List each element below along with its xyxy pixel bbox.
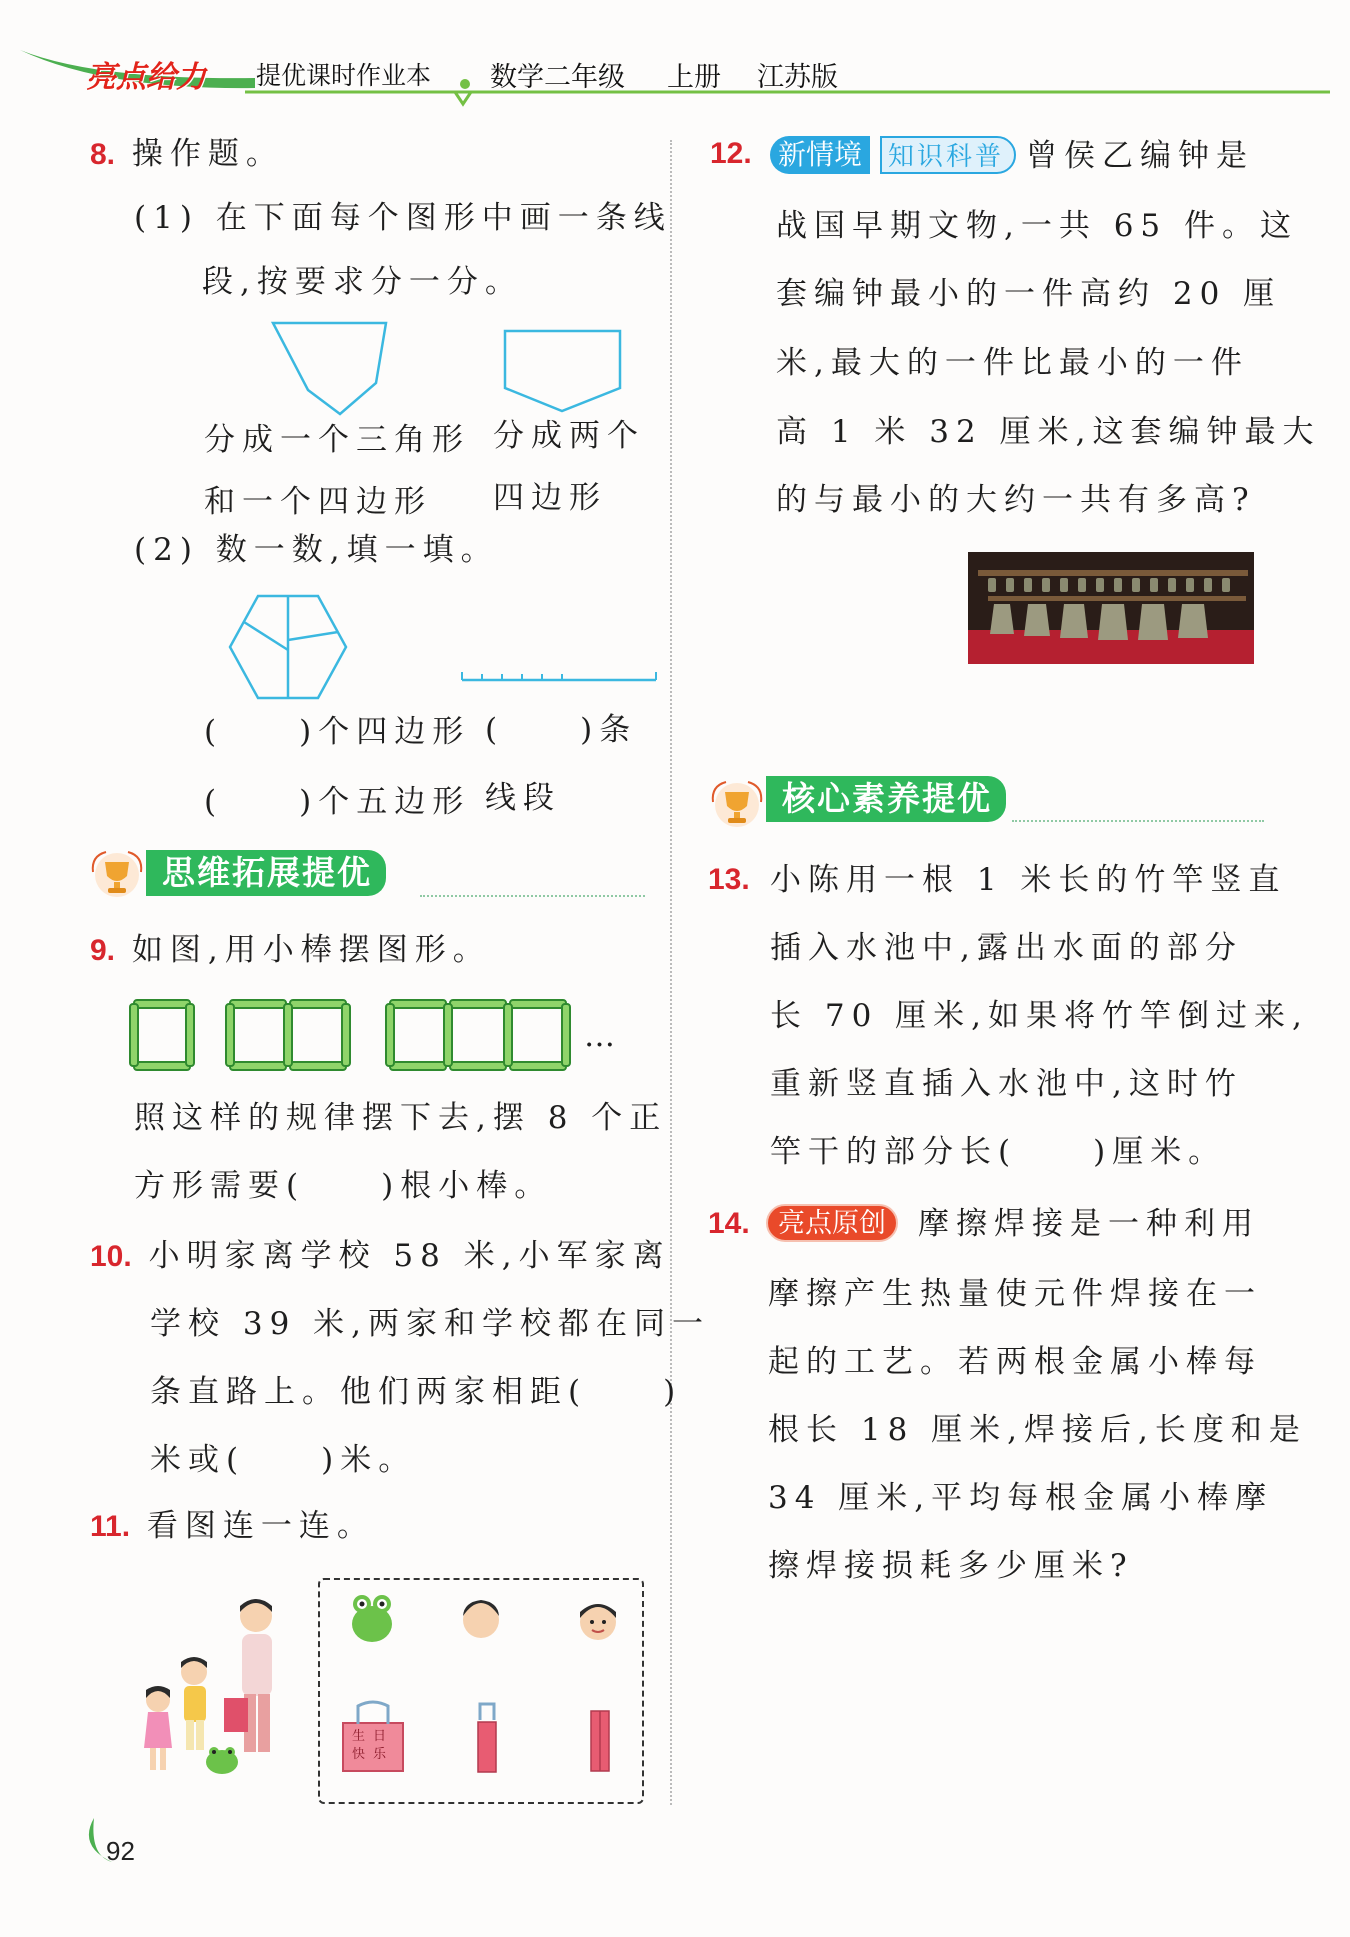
- q13-line5: 竿干的部分长( )厘米。: [770, 1134, 1227, 1170]
- page-number: 92: [106, 1836, 135, 1866]
- q10-line3: 条直路上。他们两家相距( ): [150, 1374, 683, 1410]
- count-segment-2: 线段: [485, 780, 561, 816]
- header-volume: 上册: [667, 62, 721, 93]
- q13-line2: 插入水池中,露出水面的部分: [770, 930, 1243, 966]
- gift-handle-icon: [352, 1700, 394, 1724]
- hexagon-shape: [226, 592, 350, 702]
- section-header-thinking: 思维拓展提优: [146, 850, 386, 896]
- q8-number: 8.: [90, 138, 116, 171]
- boy-face-icon[interactable]: [574, 1594, 622, 1644]
- q14-line1: 摩擦焊接是一种利用: [918, 1206, 1260, 1242]
- gift-bag-side-icon[interactable]: [474, 1700, 500, 1774]
- q11-number: 11.: [90, 1510, 131, 1543]
- q12-line6: 的与最小的大约一共有多高?: [776, 482, 1256, 518]
- caption-a-line1: 分成一个三角形: [204, 422, 470, 458]
- q12-line3: 套编钟最小的一件高约 20 厘: [776, 276, 1282, 312]
- segment-ruler-line: [460, 665, 658, 685]
- q13-line4: 重新竖直插入水池中,这时竹: [770, 1066, 1243, 1102]
- q11-line1: 看图连一连。: [146, 1508, 375, 1544]
- caption-b-line2: 四边形: [493, 480, 607, 516]
- q13-number: 13.: [708, 863, 750, 896]
- chime-bells-photo: [968, 552, 1254, 664]
- q14-number: 14.: [708, 1207, 750, 1240]
- q11-line1-row: [90, 1506, 375, 1547]
- q12-number: 12.: [710, 137, 752, 170]
- q8-title-line: [90, 134, 284, 175]
- q9-line1: 如图,用小棒摆图形。: [131, 932, 491, 968]
- q14-line2: 摩擦产生热量使元件焊接在一: [768, 1276, 1262, 1312]
- stick-squares-figure: [128, 998, 618, 1074]
- q9-line3: 方形需要( )根小棒。: [134, 1168, 553, 1204]
- section-header-core: 核心素养提优: [766, 776, 1006, 822]
- trophy-icon-2: [708, 780, 766, 830]
- tag-knowledge: 知识科普: [880, 136, 1016, 174]
- head-top-view-icon[interactable]: [458, 1594, 504, 1642]
- q12-line4: 米,最大的一件比最小的一件: [776, 345, 1249, 381]
- q12-line1: 曾侯乙编钟是: [1026, 138, 1254, 174]
- pentagon-shape-a: [268, 318, 398, 418]
- header-edition: 江苏版: [757, 62, 838, 93]
- pentagon-shape-b: [500, 326, 625, 416]
- family-illustration: [132, 1590, 292, 1790]
- q10-line1-row: [90, 1236, 671, 1277]
- q8-title: 操作题。: [131, 136, 284, 172]
- q13-line1: 小陈用一根 1 米长的竹竿竖直: [770, 862, 1287, 898]
- column-divider: [670, 140, 672, 1805]
- q9-line2: 照这样的规律摆下去,摆 8 个正: [134, 1100, 668, 1136]
- caption-a-line2: 和一个四边形: [204, 484, 432, 520]
- q10-line1: 小明家离学校 58 米,小军家离: [148, 1238, 671, 1274]
- q9-line1-row: [90, 930, 491, 971]
- gift-bag-edge-icon[interactable]: [588, 1708, 612, 1774]
- brand-logo: 亮点给力: [86, 60, 206, 95]
- q9-number: 9.: [90, 934, 116, 967]
- q8-part2: (2) 数一数,填一填。: [134, 532, 499, 568]
- q14-line4: 根长 18 厘米,焊接后,长度和是: [768, 1412, 1307, 1448]
- section-divider-2: [1012, 820, 1264, 822]
- q12-line5: 高 1 米 32 厘米,这套编钟最大: [776, 414, 1321, 450]
- caption-b-line1: 分成两个: [493, 418, 645, 454]
- q12-line2: 战国早期文物,一共 65 件。这: [776, 208, 1299, 244]
- q10-line4: 米或( )米。: [150, 1442, 417, 1478]
- tag-original: 亮点原创: [766, 1204, 898, 1242]
- section-divider-1: [420, 895, 645, 897]
- gift-bag-front-icon[interactable]: [342, 1722, 404, 1772]
- count-quadrilateral: ( )个四边形: [204, 714, 471, 750]
- q13-line3: 长 70 厘米,如果将竹竿倒过来,: [770, 998, 1309, 1034]
- frog-top-view-icon[interactable]: [346, 1590, 398, 1646]
- q8-part1-line2: 段,按要求分一分。: [202, 264, 523, 300]
- gift-bag-text: 生日快乐: [351, 1729, 394, 1762]
- q10-line2: 学校 39 米,两家和学校都在同一: [150, 1306, 711, 1342]
- q10-number: 10.: [90, 1240, 132, 1273]
- q14-line6: 擦焊接损耗多少厘米?: [768, 1548, 1134, 1584]
- q8-part1-line1: (1) 在下面每个图形中画一条线: [134, 200, 672, 236]
- q14-line3: 起的工艺。若两根金属小棒每: [768, 1344, 1262, 1380]
- tag-new-context: 新情境: [770, 136, 870, 174]
- header-subject: 数学二年级: [490, 62, 625, 93]
- q14-line5: 34 厘米,平均每根金属小棒摩: [768, 1480, 1274, 1516]
- header-subtitle: 提优课时作业本: [256, 61, 432, 90]
- trophy-icon: [88, 850, 146, 900]
- count-segment-1: ( )条: [485, 712, 638, 748]
- header: [0, 0, 1350, 110]
- q9-ellipsis: …: [584, 1018, 615, 1054]
- count-pentagon: ( )个五边形: [204, 784, 471, 820]
